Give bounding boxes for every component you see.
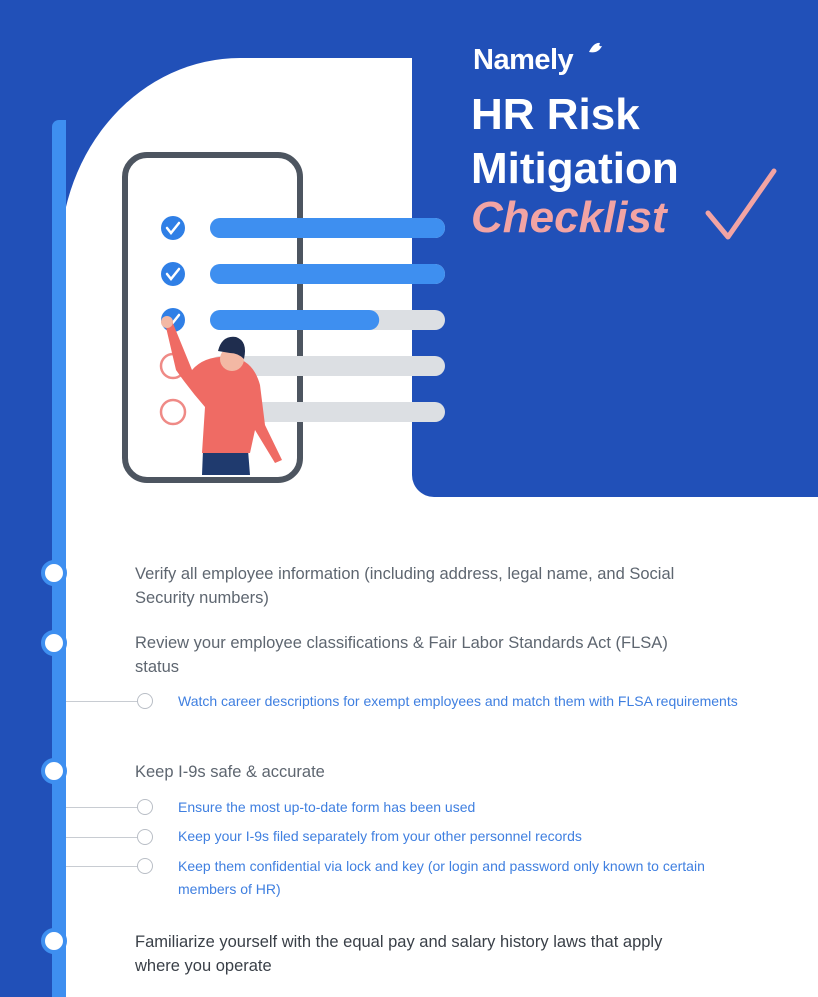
title-line-2: Mitigation: [471, 144, 679, 193]
checklist-item: Review your employee classifications & Fair Labor Standards Act (FLSA) status: [135, 634, 668, 676]
sub-checkbox[interactable]: [137, 693, 153, 709]
sub-connector-line: [66, 837, 138, 838]
timeline-dot: [41, 630, 67, 656]
sub-checkbox[interactable]: [137, 858, 153, 874]
sub-connector-line: [66, 866, 138, 867]
sub-checklist-item: Keep them confidential via lock and key (or login and password only known to certain members of HR): [178, 858, 705, 897]
page-subtitle: Checklist: [471, 193, 667, 242]
sub-checkbox[interactable]: [137, 829, 153, 845]
checklist-illustration: [110, 145, 455, 485]
illustration-bar-fill: [210, 218, 445, 238]
sub-checkbox[interactable]: [137, 799, 153, 815]
timeline-line: [52, 120, 66, 997]
title-line-1: HR Risk: [471, 90, 640, 139]
page-title: [471, 88, 679, 196]
sub-checklist-item: Watch career descriptions for exempt employees and match them with FLSA requirements: [178, 693, 738, 709]
sub-connector-line: [66, 807, 138, 808]
timeline-dot: [41, 928, 67, 954]
checklist-item: Keep I-9s safe & accurate: [135, 763, 325, 781]
illustration-checked-icon: [161, 262, 185, 286]
checkmark-icon: [700, 165, 780, 245]
timeline-dot: [41, 560, 67, 586]
checklist-item: Familiarize yourself with the equal pay and salary history laws that apply where you operate: [135, 933, 663, 975]
sub-checklist-item: Keep your I-9s filed separately from your other personnel records: [178, 828, 582, 844]
namely-logo-mark-icon: [586, 40, 606, 58]
namely-logo: Namely: [473, 44, 574, 76]
illustration-unchecked-icon: [161, 400, 185, 424]
checklist-item: Verify all employee information (including address, legal name, and Social Security numbers): [135, 565, 675, 607]
timeline-dot: [41, 758, 67, 784]
illustration-bar-fill: [210, 264, 445, 284]
sub-connector-line: [66, 701, 138, 702]
illustration-bar-fill: [210, 310, 379, 330]
sub-checklist-item: Ensure the most up-to-date form has been used: [178, 799, 476, 815]
illustration-checked-icon: [161, 216, 185, 240]
